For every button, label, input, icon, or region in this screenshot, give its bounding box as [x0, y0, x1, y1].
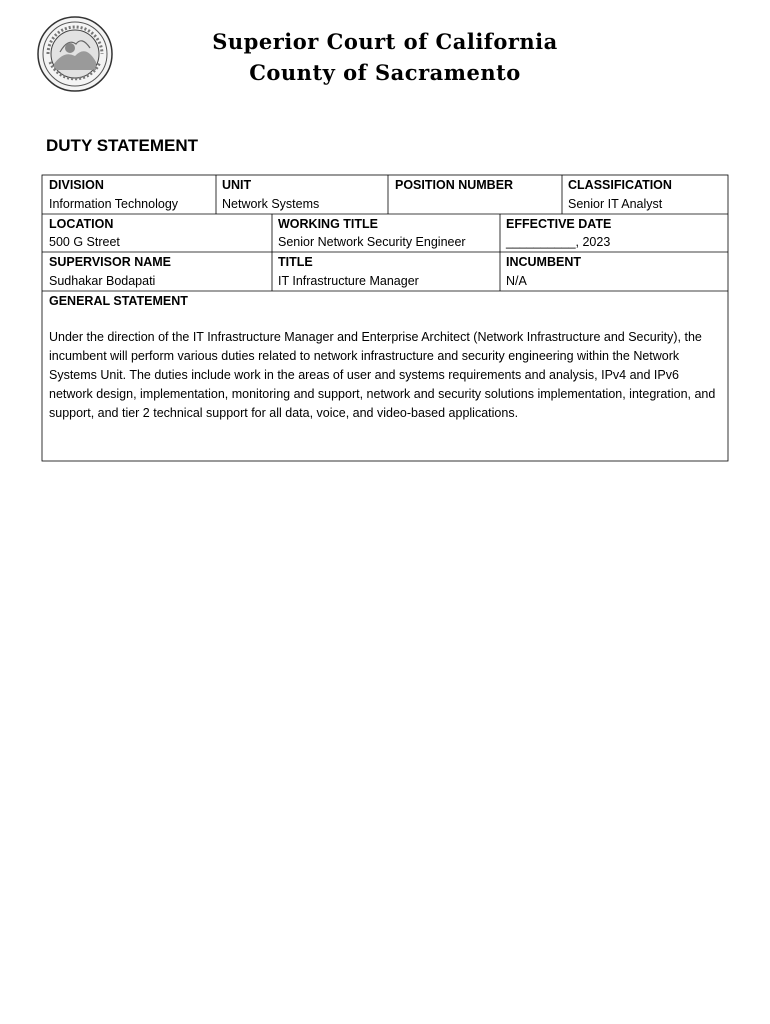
- division-label: DIVISION: [49, 178, 104, 192]
- classification-label: CLASSIFICATION: [568, 178, 672, 192]
- supervisor-name-value: Sudhakar Bodapati: [49, 274, 156, 288]
- incumbent-value: N/A: [506, 274, 527, 288]
- title-label: TITLE: [278, 255, 313, 269]
- classification-value: Senior IT Analyst: [568, 197, 663, 211]
- working-title-value: Senior Network Security Engineer: [278, 235, 466, 249]
- court-seal-logo: [36, 14, 114, 94]
- general-statement-label: GENERAL STATEMENT: [49, 294, 188, 308]
- supervisor-name-label: SUPERVISOR NAME: [49, 255, 172, 269]
- effective-date-value: __________, 2023: [506, 235, 611, 249]
- unit-label: UNIT: [222, 178, 252, 192]
- location-value: 500 G Street: [49, 235, 120, 249]
- effective-date-label: EFFECTIVE DATE: [506, 217, 612, 231]
- position-number-label: POSITION NUMBER: [395, 178, 514, 192]
- working-title-label: WORKING TITLE: [278, 217, 378, 231]
- county-name: County of Sacramento: [249, 60, 521, 85]
- location-label: LOCATION: [49, 217, 114, 231]
- incumbent-label: INCUMBENT: [506, 255, 581, 269]
- court-name: Superior Court of California: [212, 29, 558, 54]
- title-value: IT Infrastructure Manager: [278, 274, 419, 288]
- document-heading: DUTY STATEMENT: [46, 136, 199, 155]
- general-statement-text: Under the direction of the IT Infrastructure Manager and Enterprise Architect (Network Infrastructure and Security), the incumbent will perform various duties related to network infrastructure and security engineering within the Network Systems Unit. The duties include work in the areas of user and systems requirements and analysis, IPv4 and IPv6 network design, implementation, monitoring and support, network and security solutions implementation, integration, and support, and tier 2 technical support for all data, voice, and video-based applications.: [49, 330, 716, 420]
- unit-value: Network Systems: [222, 197, 320, 211]
- division-value: Information Technology: [49, 197, 179, 211]
